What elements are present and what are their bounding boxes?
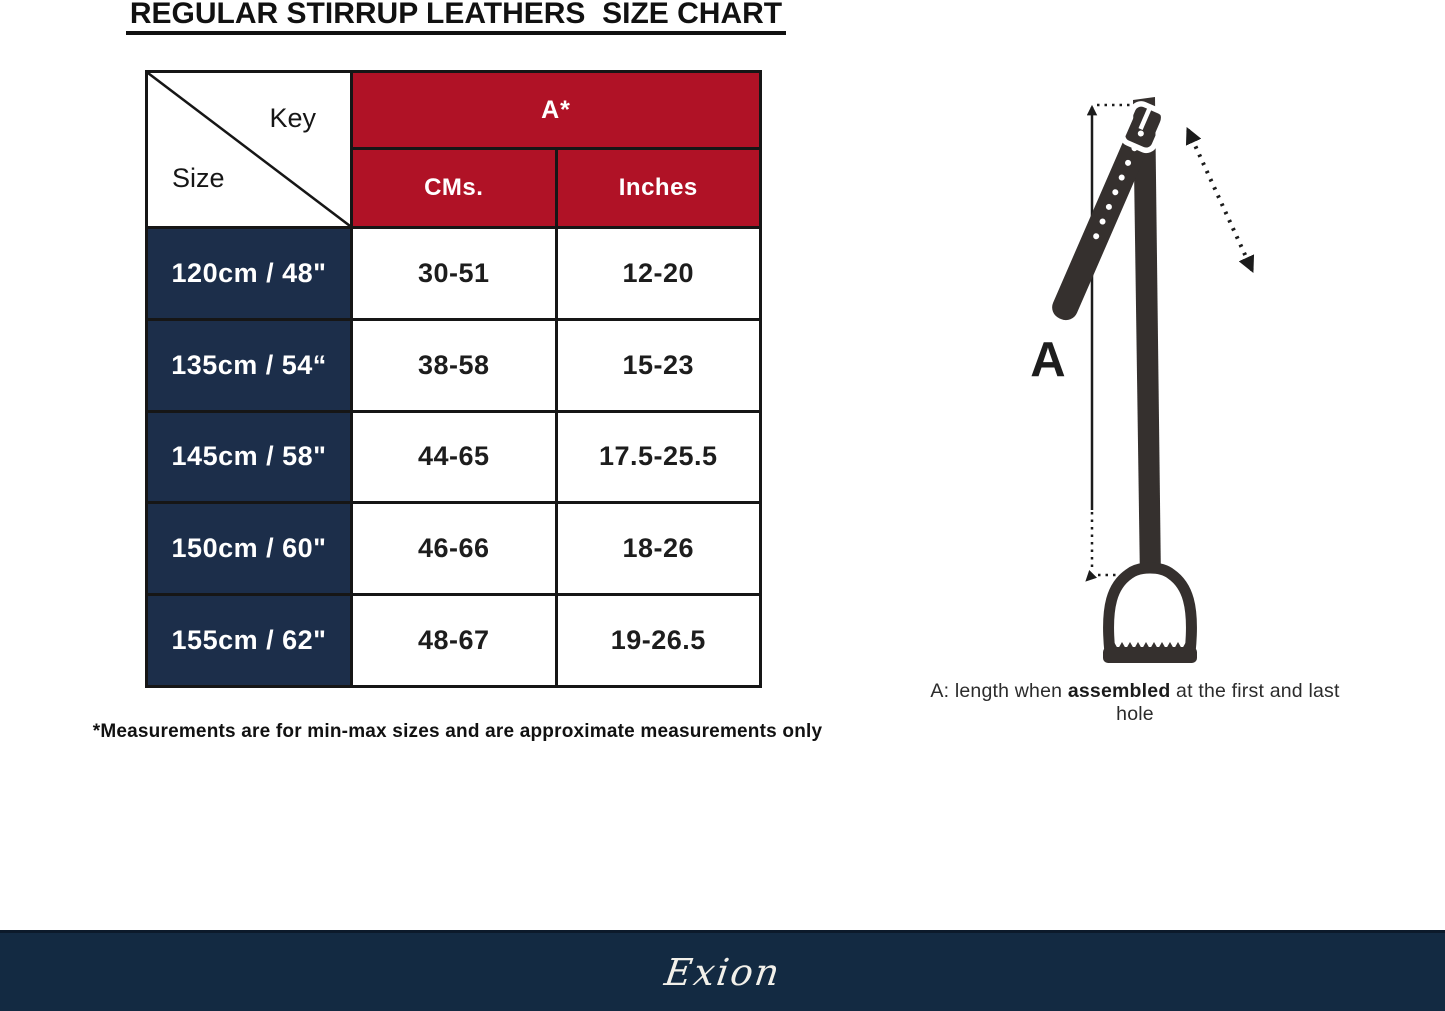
measure-arrowhead-down-icon xyxy=(1081,570,1097,586)
stirrup-iron-icon xyxy=(1103,568,1197,663)
dimension-a-label: A xyxy=(1030,333,1066,387)
row-size-label: 135cm / 54“ xyxy=(148,321,350,410)
cell-cms: 44-65 xyxy=(353,413,555,502)
footer-bar xyxy=(0,930,1445,1011)
corner-key-label: Key xyxy=(269,103,316,133)
column-header-cms: CMs. xyxy=(353,150,555,226)
cell-cms: 46-66 xyxy=(353,504,555,593)
table-corner-cell xyxy=(148,73,350,226)
row-size-label: 120cm / 48" xyxy=(148,229,350,318)
cell-cms: 38-58 xyxy=(353,321,555,410)
brand-logo: Exion xyxy=(661,950,784,994)
column-header-inches: Inches xyxy=(558,150,760,226)
cell-inches: 15-23 xyxy=(558,321,760,410)
cell-inches: 12-20 xyxy=(558,229,760,318)
stirrup-leather-diagram xyxy=(1020,85,1360,675)
caption-bold-word: assembled xyxy=(1067,680,1171,702)
page-title: REGULAR STIRRUP LEATHERS SIZE CHART xyxy=(126,0,786,35)
cell-inches: 17.5-25.5 xyxy=(558,413,760,502)
title-row xyxy=(0,0,912,35)
free-end-measure-arrow xyxy=(1188,130,1252,270)
cell-inches: 18-26 xyxy=(558,504,760,593)
column-group-header-a: A* xyxy=(353,73,759,147)
cell-cms: 48-67 xyxy=(353,596,555,685)
diagonal-divider xyxy=(148,73,350,226)
corner-size-label: Size xyxy=(172,163,225,193)
caption-suffix: at the first and last hole xyxy=(1116,680,1340,725)
row-size-label: 145cm / 58" xyxy=(148,413,350,502)
cell-inches: 19-26.5 xyxy=(558,596,760,685)
row-size-label: 155cm / 62" xyxy=(148,596,350,685)
diagram-caption xyxy=(915,680,1355,726)
cell-cms: 30-51 xyxy=(353,229,555,318)
size-chart-table xyxy=(145,70,762,688)
row-size-label: 150cm / 60" xyxy=(148,504,350,593)
measurements-footnote: *Measurements are for min-max sizes and are approximate measurements only xyxy=(92,721,823,742)
caption-prefix: A: length when xyxy=(930,680,1068,702)
